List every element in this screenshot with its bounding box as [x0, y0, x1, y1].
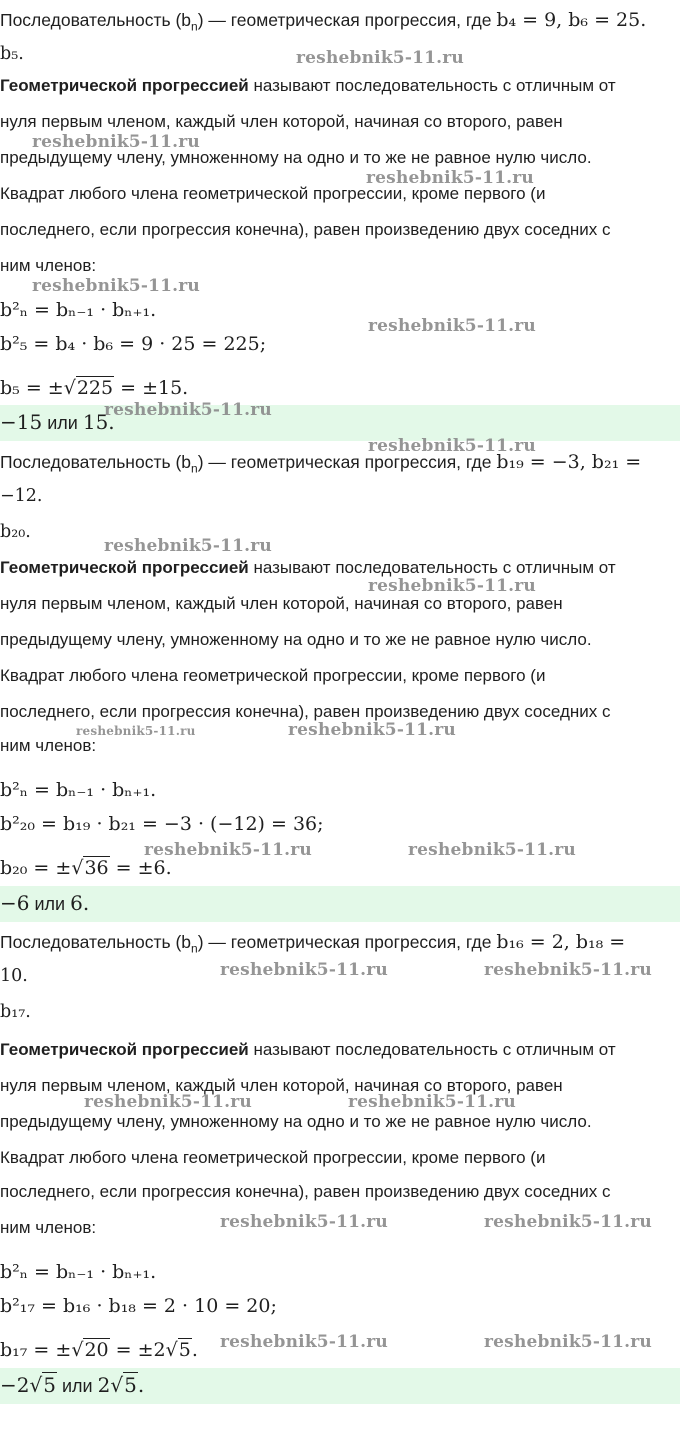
answer-block — [0, 886, 680, 922]
answer-text: −2√5 или 2√5. — [0, 1373, 145, 1397]
watermark: reshebnik5-11.ru — [104, 536, 272, 556]
watermark: reshebnik5-11.ru — [484, 1332, 652, 1352]
solution-step-2: b₂₀ = ±√36 = ±6. — [0, 857, 172, 879]
theory-definition-1: Геометрической прогрессией называют последовательность с отличным от — [0, 76, 616, 95]
theory-line-5: последнего, если прогрессия конечна), равен произведению двух соседних с — [0, 702, 611, 721]
watermark: reshebnik5-11.ru — [220, 1212, 388, 1232]
theory-line-3: предыдущему члену, умноженному на одно и то же не равное нулю число. — [0, 630, 592, 649]
theory-line-2: нуля первым членом, каждый член которой, начиная со второго, равен — [0, 594, 563, 613]
watermark: reshebnik5-11.ru — [288, 720, 456, 740]
formula: b²ₙ = bₙ₋₁ · bₙ₊₁. — [0, 1261, 157, 1283]
watermark: reshebnik5-11.ru — [32, 276, 200, 296]
solution-step-2: b₅ = ±√225 = ±15. — [0, 377, 189, 399]
theory-line-2: нуля первым членом, каждый член которой, начиная со второго, равен — [0, 112, 563, 131]
watermark: reshebnik5-11.ru — [144, 840, 312, 860]
theory-line-5: последнего, если прогрессия конечна), равен произведению двух соседних с — [0, 1182, 611, 1201]
formula: b²ₙ = bₙ₋₁ · bₙ₊₁. — [0, 299, 157, 321]
theory-line-4: Квадрат любого члена геометрической прогрессии, кроме первого (и — [0, 666, 546, 685]
theory-line-6: ним членов: — [0, 736, 97, 755]
theory-line-4: Квадрат любого члена геометрической прогрессии, кроме первого (и — [0, 184, 546, 203]
watermark: reshebnik5-11.ru — [366, 168, 534, 188]
watermark: reshebnik5-11.ru — [104, 400, 272, 420]
theory-line-5: последнего, если прогрессия конечна), равен произведению двух соседних с — [0, 220, 611, 239]
answer-text: −15 или 15. — [0, 410, 115, 434]
answer-block — [0, 405, 680, 441]
watermark: reshebnik5-11.ru — [84, 1092, 252, 1112]
theory-line-3: предыдущему члену, умноженному на одно и то же не равное нулю число. — [0, 1112, 592, 1131]
task-3-statement: Последовательность $(b_n)$ — геометрическая прогрессия, где b₁₆ = 2, b₁₈ = — [0, 931, 626, 956]
theory-definition-1: Геометрической прогрессией называют последовательность с отличным от — [0, 558, 616, 577]
watermark: reshebnik5-11.ru — [368, 316, 536, 336]
watermark: reshebnik5-11.ru — [76, 724, 196, 738]
task-1-statement: Последовательность $(b_n)$ — геометрическая прогрессия, где b₄ = 9, b₆ = 25. — [0, 9, 647, 34]
solution-step-2: b₁₇ = ±√20 = ±2√5. — [0, 1339, 198, 1361]
theory-line-6: ним членов: — [0, 1218, 97, 1237]
watermark: reshebnik5-11.ru — [348, 1092, 516, 1112]
formula: b²ₙ = bₙ₋₁ · bₙ₊₁. — [0, 779, 157, 801]
watermark: reshebnik5-11.ru — [32, 132, 200, 152]
task-1-find: b₅. — [0, 44, 24, 64]
theory-line-3: предыдущему члену, умноженному на одно и то же не равное нулю число. — [0, 148, 592, 167]
watermark: reshebnik5-11.ru — [484, 1212, 652, 1232]
task-3-find: b₁₇. — [0, 1002, 31, 1022]
watermark: reshebnik5-11.ru — [484, 960, 652, 980]
watermark: reshebnik5-11.ru — [368, 436, 536, 456]
theory-line-6: ним членов: — [0, 256, 97, 275]
theory-definition-1: Геометрической прогрессией называют последовательность с отличным от — [0, 1040, 616, 1059]
theory-line-2: нуля первым членом, каждый член которой, начиная со второго, равен — [0, 1076, 563, 1095]
solution-step-1: b²₅ = b₄ · b₆ = 9 · 25 = 225; — [0, 333, 267, 355]
task-2-statement: Последовательность $(b_n)$ — геометрическая прогрессия, где b₁₉ = −3, b₂₁ = — [0, 451, 642, 476]
watermark: reshebnik5-11.ru — [368, 576, 536, 596]
answer-text: −6 или 6. — [0, 891, 90, 915]
watermark: reshebnik5-11.ru — [220, 960, 388, 980]
condition: b₄ = 9, b₆ = 25. — [496, 9, 647, 31]
intro-text: Последовательность (b — [0, 10, 192, 30]
task-2-find: b₂₀. — [0, 522, 31, 542]
theory-line-4: Квадрат любого члена геометрической прогрессии, кроме первого (и — [0, 1148, 546, 1167]
watermark: reshebnik5-11.ru — [296, 48, 464, 68]
solution-step-1: b²₁₇ = b₁₆ · b₁₈ = 2 · 10 = 20; — [0, 1295, 277, 1317]
watermark: reshebnik5-11.ru — [220, 1332, 388, 1352]
task-2-condition-cont: −12. — [0, 486, 43, 506]
answer-block — [0, 1368, 680, 1404]
solution-step-1: b²₂₀ = b₁₉ · b₂₁ = −3 · (−12) = 36; — [0, 813, 324, 835]
task-3-condition-cont: 10. — [0, 966, 28, 986]
watermark: reshebnik5-11.ru — [408, 840, 576, 860]
